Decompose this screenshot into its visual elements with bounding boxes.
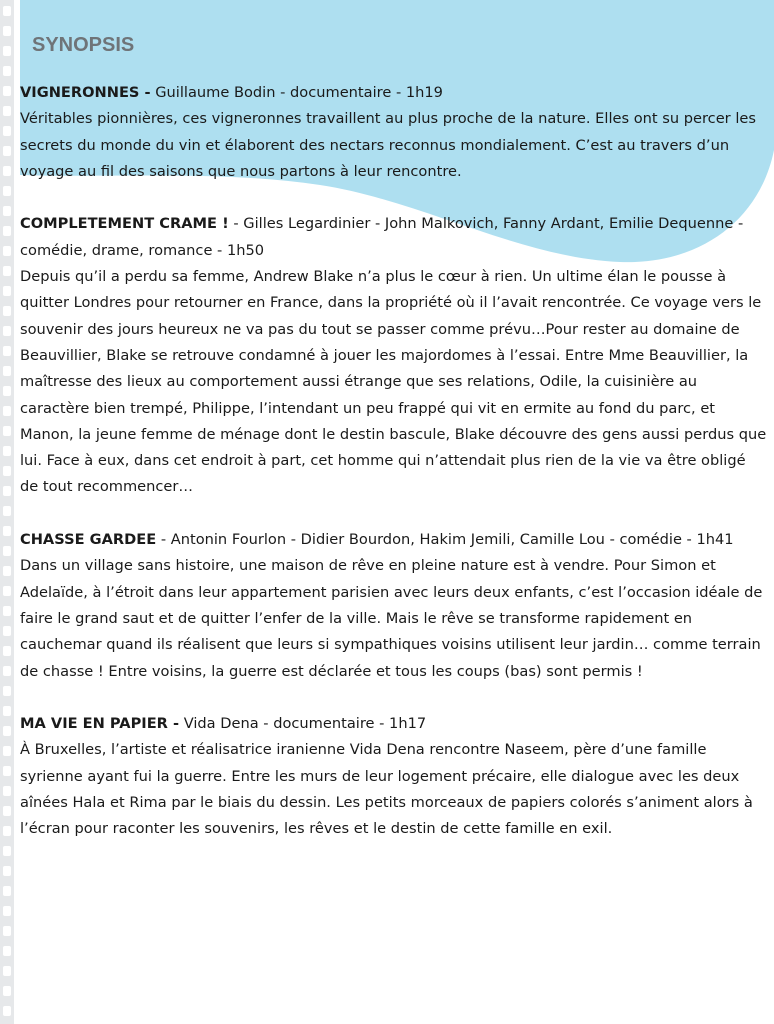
film-synopsis: À Bruxelles, l’artiste et réalisatrice iranienne Vida Dena rencontre Naseem, père d’une famille syrienne ayant fui la guerre. Entre les murs de leur logement précaire, elle dialogue avec les deux aînées Hala et Rima par le biais du dessin. Les petits morceaux de papiers colorés s’animent alors à l’écran pour raconter les souvenirs, les rêves et le destin de cette famille en exil.	[20, 741, 753, 838]
film-hole	[3, 646, 11, 656]
film-hole	[3, 446, 11, 456]
film-strip-border	[0, 0, 14, 1024]
film-hole	[3, 166, 11, 176]
film-hole	[3, 846, 11, 856]
film-hole	[3, 526, 11, 536]
film-hole	[3, 726, 11, 736]
film-hole	[3, 246, 11, 256]
film-title: MA VIE EN PAPIER -	[20, 715, 180, 733]
film-hole	[3, 906, 11, 916]
film-title: VIGNERONNES -	[20, 84, 151, 101]
film-synopsis: Depuis qu’il a perdu sa femme, Andrew Blake n’a plus le cœur à rien. Un ultime élan le pousse à quitter Londres pour retourner en France, dans la propriété où il l’avait rencontrée. Ce voyage vers le souvenir des jours heureux ne va pas du tout se passer comme prévu…Pour rester au domaine de Beauvillier, Blake se retrouve condamné à jouer les majordomes à l’essai. Entre Mme Beauvillier, la maîtresse des lieux au comportement aussi étrange que ses relations, Odile, la cuisinière au caractère bien trempé, Philippe, l’intendant un peu frappé qui vit en ermite au fond du parc, et Manon, la jeune femme de ménage dont le destin bascule, Blake découvre des gens aussi perdus que lui. Face à eux, dans cet endroit à part, cet homme qui n’attendait plus rien de la vie va être obligé de tout recommencer…	[20, 268, 767, 496]
film-hole	[3, 806, 11, 816]
film-synopsis: Dans un village sans histoire, une maison de rêve en pleine nature est à vendre. Pour Simon et Adelaïde, à l’étroit dans leur appartement parisien avec leurs deux enfants, c’est l’occasion idéale de faire le grand saut et de quitter l’enfer de la ville. Mais le rêve se transforme rapidement en cauchemar quand ils réalisent que leurs si sympathiques voisins utilisent leur jardin… comme terrain de chasse ! Entre voisins, la guerre est déclarée et tous les coups (bas) sont permis !	[20, 557, 763, 680]
film-hole	[3, 306, 11, 316]
film-hole	[3, 546, 11, 556]
section-heading: SYNOPSIS	[32, 34, 135, 56]
film-header	[20, 211, 768, 264]
film-hole	[3, 86, 11, 96]
film-hole	[3, 26, 11, 36]
film-hole	[3, 786, 11, 796]
film-hole	[3, 6, 11, 16]
film-hole	[3, 266, 11, 276]
film-hole	[3, 66, 11, 76]
film-entry-ma-vie-en-papier	[20, 711, 768, 842]
film-credits: Vida Dena - documentaire - 1h17	[179, 715, 427, 733]
film-entry-chasse-gardee	[20, 527, 768, 685]
film-header	[20, 527, 768, 553]
film-header	[20, 711, 768, 737]
film-hole	[3, 986, 11, 996]
film-hole	[3, 686, 11, 696]
film-hole	[3, 46, 11, 56]
film-hole	[3, 666, 11, 676]
film-hole	[3, 406, 11, 416]
film-hole	[3, 626, 11, 636]
film-hole	[3, 586, 11, 596]
film-synopsis: Véritables pionnières, ces vigneronnes travaillent au plus proche de la nature. Elles ont su percer les secrets du monde du vin et élaborent des nectars reconnus mondialement. C’est au travers d’un voyage au fil des saisons que nous partons à leur rencontre.	[20, 110, 756, 180]
film-credits: - Antonin Fourlon - Didier Bourdon, Hakim Jemili, Camille Lou - comédie - 1h41	[156, 531, 734, 549]
film-hole	[3, 966, 11, 976]
film-hole	[3, 146, 11, 156]
film-hole	[3, 606, 11, 616]
film-header	[20, 80, 768, 106]
film-hole	[3, 766, 11, 776]
film-credits: - Gilles Legardinier - John Malkovich, Fanny Ardant, Emilie Dequenne - comédie, drame, romance - 1h50	[20, 215, 744, 259]
film-hole	[3, 866, 11, 876]
film-hole	[3, 286, 11, 296]
film-hole	[3, 506, 11, 516]
film-hole	[3, 466, 11, 476]
film-hole	[3, 106, 11, 116]
film-hole	[3, 206, 11, 216]
film-entry-completement-crame	[20, 211, 768, 500]
film-hole	[3, 926, 11, 936]
film-hole	[3, 706, 11, 716]
film-entry-vigneronnes	[20, 80, 768, 185]
film-credits: Guillaume Bodin - documentaire - 1h19	[150, 84, 443, 101]
film-hole	[3, 566, 11, 576]
film-hole	[3, 186, 11, 196]
film-hole	[3, 226, 11, 236]
synopsis-list	[20, 80, 768, 869]
film-hole	[3, 886, 11, 896]
film-hole	[3, 126, 11, 136]
film-hole	[3, 326, 11, 336]
film-hole	[3, 386, 11, 396]
film-hole	[3, 346, 11, 356]
film-hole	[3, 426, 11, 436]
film-title: COMPLETEMENT CRAME !	[20, 215, 229, 233]
film-hole	[3, 746, 11, 756]
film-hole	[3, 366, 11, 376]
film-hole	[3, 826, 11, 836]
film-hole	[3, 946, 11, 956]
film-title: CHASSE GARDEE	[20, 531, 157, 549]
film-hole	[3, 486, 11, 496]
film-hole	[3, 1006, 11, 1016]
